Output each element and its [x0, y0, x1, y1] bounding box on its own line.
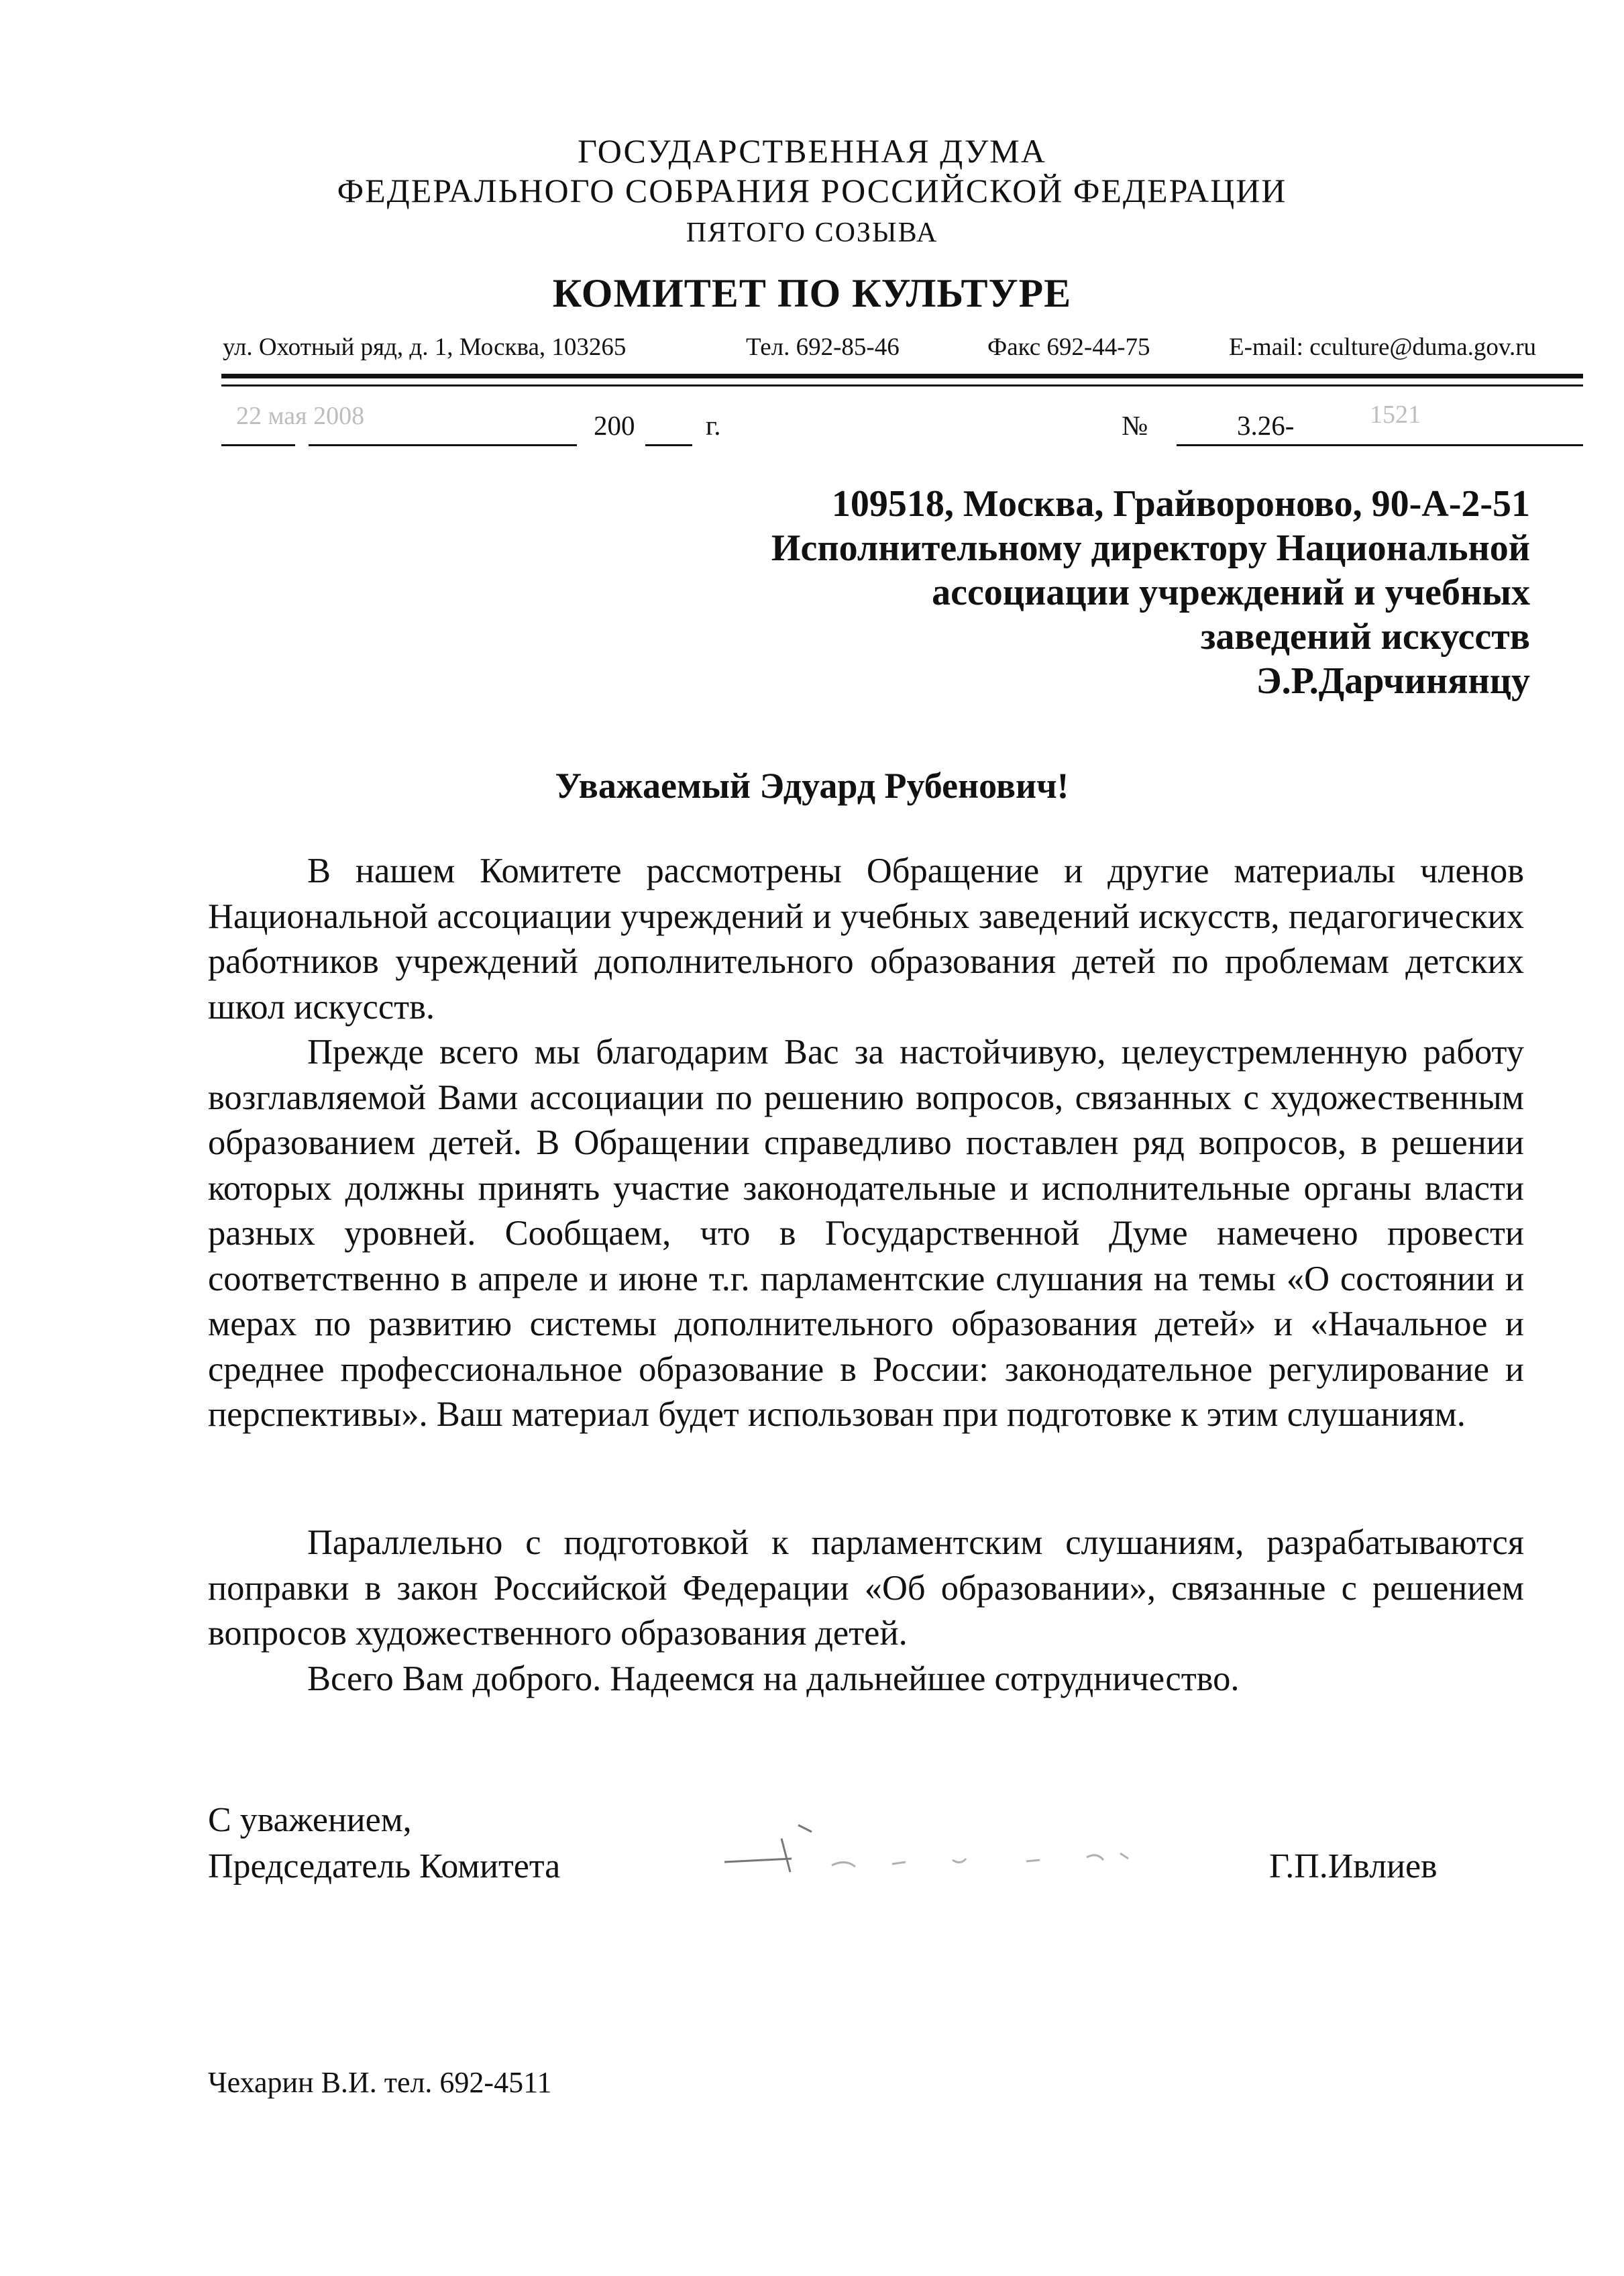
signatory-title: Председатель Комитета — [208, 1847, 561, 1885]
year-suffix: г. — [706, 410, 721, 441]
paragraph-4: Всего Вам доброго. Надеемся на дальнейшее сотрудничество. — [307, 1659, 1240, 1698]
date-stamp: 22 мая 2008 — [236, 402, 365, 430]
committee-title: КОМИТЕТ ПО КУЛЬТУРЕ — [552, 271, 1072, 315]
closing-regards: С уважением, — [208, 1801, 412, 1839]
letter-body — [208, 849, 1524, 1438]
committee-fax: Факс 692-44-75 — [987, 333, 1150, 361]
year-prefix: 200 — [594, 410, 635, 441]
paragraph-1: В нашем Комитете рассмотрены Обращение и другие материалы членов Национальной ассоциации учреждений и учебных заведений искусств, педагогических работников учреждений дополнительного образования детей по проблемам детских школ искусств. — [208, 851, 1524, 1027]
committee-email: E-mail: cculture@duma.gov.ru — [1229, 333, 1537, 361]
paragraph-3: Параллельно с подготовкой к парламентским слушаниям, разрабатываются поправки в закон Российской Федерации «Об образовании», связанные с решением вопросов художественного образования детей. — [208, 1523, 1524, 1653]
executor-contact: Чехарин В.И. тел. 692-4511 — [208, 2066, 552, 2099]
date-underline-month — [309, 444, 577, 446]
letterhead-line-3: ПЯТОГО СОЗЫВА — [686, 217, 938, 248]
date-underline-year — [645, 444, 692, 446]
document-number: 3.26- — [1237, 410, 1295, 441]
number-stamp: 1521 — [1370, 401, 1421, 429]
recipient-line-4: заведений искусств — [1200, 616, 1530, 658]
letterhead-line-2: ФЕДЕРАЛЬНОГО СОБРАНИЯ РОССИЙСКОЙ ФЕДЕРАЦИИ — [337, 172, 1287, 209]
paragraph-2: Прежде всего мы благодарим Вас за настойчивую, целеустремленную работу возглавляемой Вами ассоциации по решению вопросов, связанных с художественным образованием детей. В Обращении справедливо поставлен ряд вопросов, в решении которых должны принять участие законодательные и исполнительные органы власти разных уровней. Сообщаем, что в Государственной Думе намечено провести соответственно в апреле и июне т.г. парламентские слушания на темы «О состоянии и мерах по развитию системы дополнительного образования детей» и «Начальное и среднее профессиональное образование в России: законодательное регулирование и перспективы». Ваш материал будет использован при подготовке к этим слушаниям. — [208, 1033, 1524, 1434]
recipient-block — [771, 482, 1530, 703]
header-rule-thick — [221, 374, 1583, 378]
number-underline — [1177, 444, 1583, 446]
document-number-field — [1122, 401, 1584, 450]
header-rule-thin — [221, 384, 1583, 386]
signature-scribble — [711, 1812, 1154, 1885]
recipient-address: 109518, Москва, Грайвороново, 90-А-2-51 — [831, 483, 1530, 525]
recipient-line-2: Исполнительному директору Национальной — [771, 527, 1530, 569]
committee-phone: Тел. 692-85-46 — [746, 333, 900, 361]
signatory-name: Г.П.Ивлиев — [1269, 1847, 1438, 1885]
salutation: Уважаемый Эдуард Рубенович! — [555, 766, 1069, 806]
committee-address: ул. Охотный ряд, д. 1, Москва, 103265 — [223, 333, 627, 361]
letter-body-continued — [208, 1520, 1524, 1702]
letterhead-line-1: ГОСУДАРСТВЕННАЯ ДУМА — [578, 132, 1046, 170]
recipient-name: Э.Р.Дарчинянцу — [1256, 660, 1530, 702]
date-field — [221, 402, 959, 450]
date-underline-day — [221, 444, 295, 446]
number-sign: № — [1122, 410, 1148, 441]
recipient-line-3: ассоциации учреждений и учебных — [932, 572, 1530, 613]
